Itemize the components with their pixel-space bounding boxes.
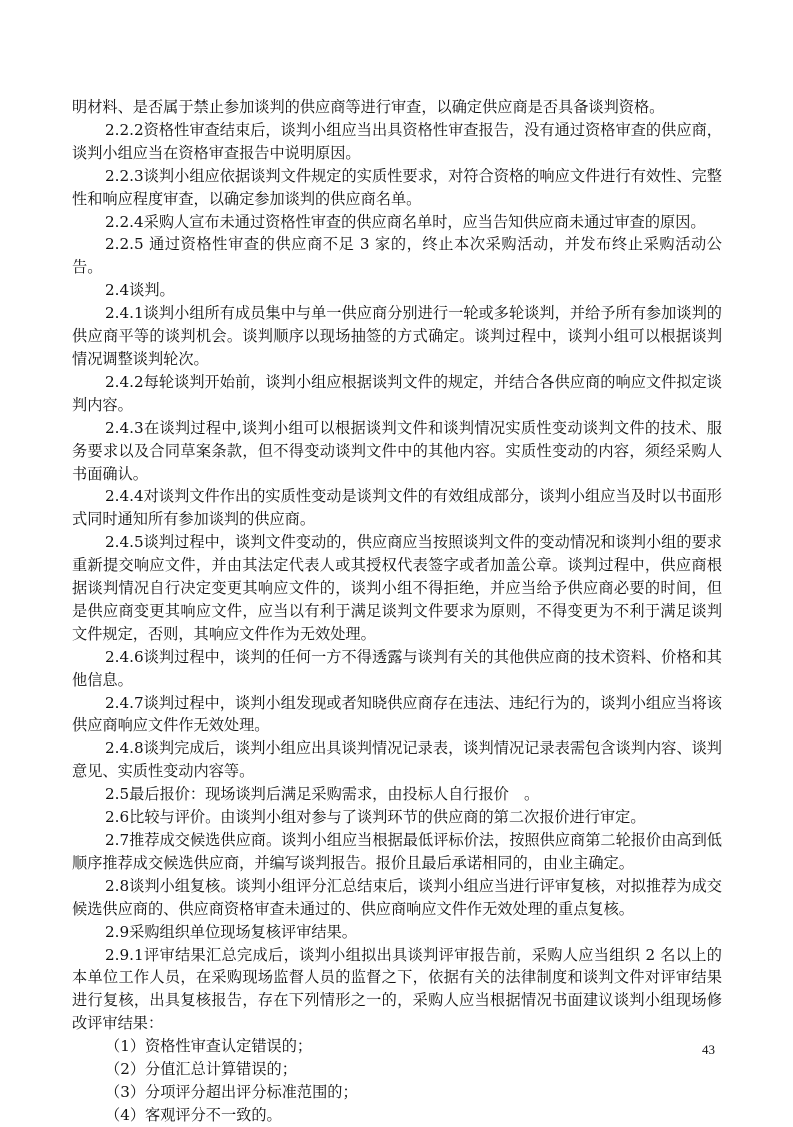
paragraph: 2.5最后报价：现场谈判后满足采购需求，由投标人自行报价 。 [105, 785, 540, 804]
paragraph: 2.4.4对谈判文件作出的实质性变动是谈判文件的有效组成部分，谈判小组应当及时以书面形式同时通知所有参加谈判的供应商。 [72, 487, 722, 529]
list-item: （3）分项评分超出评分标准范围的； [105, 1082, 358, 1101]
paragraph: 明材料、是否属于禁止参加谈判的供应商等进行审查，以确定供应商是否具备谈判资格。 [72, 98, 665, 116]
paragraph: 2.4.6谈判过程中，谈判的任何一方不得透露与谈判有关的其他供应商的技术资料、价格和其他信息。 [72, 647, 722, 689]
list-item: （4）客观评分不一致的。 [105, 1105, 282, 1124]
document-body [72, 96, 722, 1127]
section-heading: 2.9采购组织单位现场复核评审结果。 [105, 922, 357, 941]
paragraph: 2.4.8谈判完成后，谈判小组应出具谈判情况记录表，谈判情况记录表需包含谈判内容、谈判意见、实质性变动内容等。 [72, 739, 722, 781]
paragraph: 2.2.5 通过资格性审查的供应商不足 3 家的，终止本次采购活动，并发布终止采购活动公告。 [72, 235, 722, 277]
paragraph: 2.2.4采购人宣布未通过资格性审查的供应商名单时，应当告知供应商未通过审查的原因。 [105, 212, 706, 231]
section-heading: 2.4谈判。 [105, 281, 175, 300]
paragraph: 2.4.1谈判小组所有成员集中与单一供应商分别进行一轮或多轮谈判，并给予所有参加谈判的供应商平等的谈判机会。谈判顺序以现场抽签的方式确定。谈判过程中，谈判小组可以根据谈判情况调整谈判轮次。 [72, 304, 722, 368]
paragraph: 2.8谈判小组复核。谈判小组评分汇总结束后，谈判小组应当进行评审复核，对拟推荐为成交候选供应商的、供应商资格审查未通过的、供应商响应文件作无效处理的重点复核。 [72, 876, 722, 918]
list-item: （2）分值汇总计算错误的； [105, 1060, 297, 1079]
paragraph: 2.4.5谈判过程中，谈判文件变动的，供应商应当按照谈判文件的变动情况和谈判小组的要求重新提交响应文件，并由其法定代表人或其授权代表签字或者加盖公章。谈判过程中，供应商根据谈判情况自行决定变更其响应文件的，谈判小组不得拒绝，并应当给予供应商必要的时间，但是供应商变更其响应文件，应当以有利于满足谈判文件要求为原则，不得变更为不利于满足谈判文件规定，否则，其响应文件作为无效处理。 [72, 533, 722, 643]
paragraph: 2.7推荐成交候选供应商。谈判小组应当根据最低评标价法，按照供应商第二轮报价由高到低顺序推荐成交候选供应商，并编写谈判报告。报价且最后承诺相同的，由业主确定。 [72, 831, 722, 872]
paragraph: 2.9.1评审结果汇总完成后，谈判小组拟出具谈判评审报告前，采购人应当组织 2 名以上的本单位工作人员，在采购现场监督人员的监督之下，依据有关的法律制度和谈判文件对评审结果进行复核，出具复核报告，存在下列情形之一的，采购人应当根据情况书面建议谈判小组现场修改评审结果： [72, 945, 722, 1033]
page-number: 43 [702, 1042, 715, 1057]
paragraph: 2.4.2每轮谈判开始前，谈判小组应根据谈判文件的规定，并结合各供应商的响应文件拟定谈判内容。 [72, 372, 722, 414]
list-item: （1）资格性审查认定错误的； [105, 1037, 313, 1056]
paragraph: 2.2.3谈判小组应依据谈判文件规定的实质性要求，对符合资格的响应文件进行有效性、完整性和响应程度审查，以确定参加谈判的供应商名单。 [72, 166, 722, 208]
paragraph: 2.4.3在谈判过程中,谈判小组可以根据谈判文件和谈判情况实质性变动谈判文件的技术、服务要求以及合同草案条款，但不得变动谈判文件中的其他内容。实质性变动的内容，须经采购人书面确认。 [72, 418, 722, 483]
paragraph: 2.2.2资格性审查结束后，谈判小组应当出具资格性审查报告，没有通过资格审查的供应商，谈判小组应当在资格审查报告中说明原因。 [72, 120, 722, 162]
paragraph: 2.6比较与评价。由谈判小组对参与了谈判环节的供应商的第二次报价进行审定。 [105, 808, 646, 827]
paragraph: 2.4.7谈判过程中，谈判小组发现或者知晓供应商存在违法、违纪行为的，谈判小组应当将该供应商响应文件作无效处理。 [72, 693, 722, 735]
